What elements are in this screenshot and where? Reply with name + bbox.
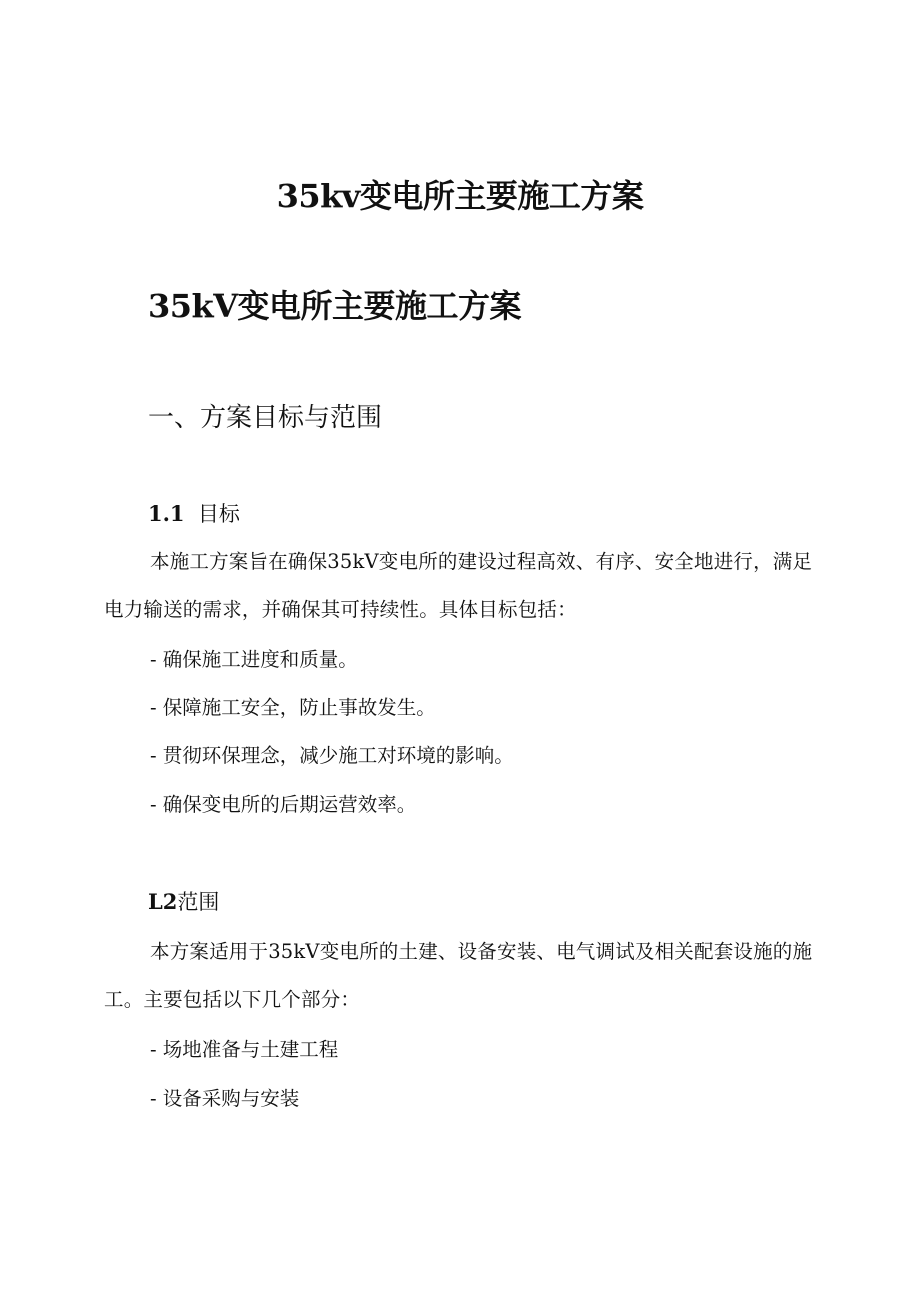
subsection-heading-scope [148,886,219,918]
goal-paragraph: 本施工方案旨在确保35kV变电所的建设过程高效、有序、安全地进行，满足电力输送的需求，并确保其可持续性。具体目标包括： [104,550,813,621]
list-item: - 保障施工安全，防止事故发生。 [150,696,436,719]
subsection-number: 1.1 [148,501,185,526]
list-item: - 设备采购与安装 [150,1087,300,1110]
list-item: - 场地准备与土建工程 [150,1038,339,1061]
subsection-label: 目标 [197,502,240,526]
section-heading: 一、方案目标与范围 [148,403,383,433]
main-heading: 35kV变电所主要施工方案 [148,287,522,325]
subsection-number: L2 [148,889,178,914]
list-item: - 确保施工进度和质量。 [150,648,358,671]
list-item: - 贯彻环保理念，减少施工对环境的影响。 [150,744,514,767]
document-title: 35kv变电所主要施工方案 [276,177,644,215]
list-item: - 确保变电所的后期运营效率。 [150,793,417,816]
scope-paragraph: 本方案适用于35kV变电所的土建、设备安装、电气调试及相关配套设施的施工。主要包括以下几个部分： [104,940,813,1011]
subsection-label: 范围 [177,890,220,914]
subsection-heading-goal [148,498,240,530]
